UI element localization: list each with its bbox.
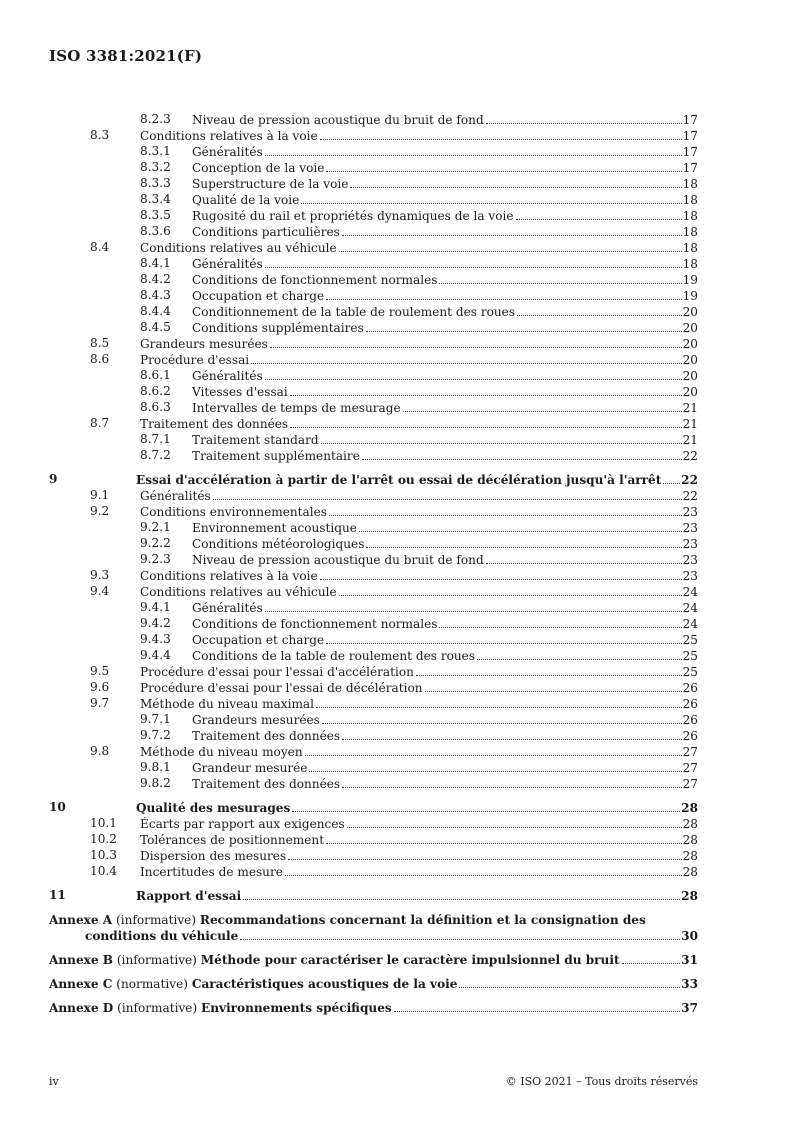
toc-section-number: 9.5 — [90, 664, 110, 678]
toc-section-title: Conditions supplémentaires — [192, 321, 364, 335]
leader-dots — [366, 331, 682, 332]
leader-dots — [213, 499, 682, 500]
leader-dots — [326, 171, 681, 172]
toc-section-number: 9.2.3 — [140, 552, 171, 566]
toc-section-title: Environnement acoustique — [192, 521, 357, 535]
toc-section-title: Grandeurs mesurées — [140, 337, 268, 351]
leader-dots — [342, 739, 681, 740]
toc-section-title: Généralités — [140, 489, 211, 503]
toc-entry[interactable] — [49, 816, 698, 832]
toc-entry[interactable] — [49, 128, 698, 144]
toc-entry[interactable] — [49, 600, 698, 616]
leader-dots — [288, 859, 681, 860]
annex-type: (normative) — [116, 977, 188, 991]
toc-section-title: Niveau de pression acoustique du bruit de fond — [192, 553, 484, 567]
leader-dots — [316, 707, 682, 708]
toc-page-number: 20 — [682, 353, 698, 367]
toc-entry[interactable] — [49, 696, 698, 712]
toc-entry[interactable] — [49, 504, 698, 520]
toc-section-title: Rapport d'essai — [136, 889, 242, 903]
toc-entry[interactable] — [49, 336, 698, 352]
leader-dots — [326, 843, 682, 844]
toc-section-title: Niveau de pression acoustique du bruit de fond — [192, 113, 484, 127]
toc-section-title: Conditions de fonctionnement normales — [192, 617, 438, 631]
leader-dots — [326, 643, 681, 644]
toc-annex-a[interactable] — [49, 912, 698, 944]
toc-section-number: 8.4.1 — [140, 256, 171, 270]
leader-dots — [320, 139, 682, 140]
toc-entry[interactable] — [49, 760, 698, 776]
toc-section-number: 10 — [49, 800, 66, 814]
toc-page-number: 18 — [682, 241, 698, 255]
leader-dots — [301, 203, 681, 204]
leader-dots — [663, 483, 680, 484]
toc-section-number: 8.3 — [90, 128, 110, 142]
toc-page-number: 27 — [682, 761, 698, 775]
annex-type: (informative) — [117, 1001, 198, 1015]
leader-dots — [321, 443, 682, 444]
toc-annex-c[interactable] — [49, 976, 698, 992]
toc-page-number: 33 — [681, 977, 698, 991]
toc-section-number: 8.4.2 — [140, 272, 171, 286]
toc-entry[interactable] — [49, 176, 698, 192]
toc-page-number: 24 — [682, 585, 698, 599]
toc-section-number: 9.4.3 — [140, 632, 171, 646]
toc-page-number: 27 — [682, 745, 698, 759]
toc-section-number: 8.5 — [90, 336, 110, 350]
toc-page-number: 20 — [682, 337, 698, 351]
toc-section-title: Conditions environnementales — [140, 505, 327, 519]
toc-page-number: 28 — [682, 849, 698, 863]
toc-section-title: Traitement des données — [140, 417, 289, 431]
toc-entry[interactable] — [49, 256, 698, 272]
leader-dots — [517, 315, 682, 316]
toc-section-number: 9.6 — [90, 680, 110, 694]
toc-page-number: 20 — [682, 385, 698, 399]
leader-dots — [439, 627, 681, 628]
toc-page-number: 28 — [681, 889, 698, 903]
toc-entry[interactable] — [49, 632, 698, 648]
leader-dots — [290, 395, 682, 396]
leader-dots — [622, 963, 681, 964]
annex-title: Caractéristiques acoustiques de la voie — [191, 977, 458, 991]
leader-dots — [251, 363, 681, 364]
toc-page-number: 23 — [682, 521, 698, 535]
toc-section-number: 9.4 — [90, 584, 110, 598]
toc-section-number: 10.3 — [90, 848, 117, 862]
toc-section-number: 8.4.5 — [140, 320, 171, 334]
toc-section-title: Écarts par rapport aux exigences — [140, 817, 345, 831]
toc-section-number: 9.2 — [90, 504, 110, 518]
toc-section-number: 8.6 — [90, 352, 110, 366]
annex-title: Méthode pour caractériser le caractère impulsionnel du bruit — [200, 953, 620, 967]
toc-entry[interactable] — [49, 888, 698, 904]
toc-entry[interactable] — [49, 304, 698, 320]
annex-label: Annexe C — [49, 977, 113, 991]
toc-section-title: Intervalles de temps de mesurage — [192, 401, 401, 415]
toc-page-number: 23 — [682, 553, 698, 567]
leader-dots — [339, 251, 682, 252]
leader-dots — [394, 1011, 680, 1012]
toc-section-number: 8.4 — [90, 240, 110, 254]
toc-section-title: Généralités — [192, 601, 263, 615]
toc-entry[interactable] — [49, 776, 698, 792]
toc-section-number: 9.7 — [90, 696, 110, 710]
annex-title: Environnements spécifiques — [201, 1001, 392, 1015]
leader-dots — [425, 691, 682, 692]
toc-entry[interactable] — [49, 832, 698, 848]
toc-page-number: 24 — [682, 617, 698, 631]
toc-section-number: 8.7.2 — [140, 448, 171, 462]
toc-section-number: 8.6.3 — [140, 400, 171, 414]
leader-dots — [265, 611, 682, 612]
toc-entry[interactable] — [49, 272, 698, 288]
toc-section-number: 9.4.1 — [140, 600, 171, 614]
document-id: ISO 3381:2021(F) — [49, 47, 203, 65]
annex-type: (informative) — [116, 953, 197, 967]
leader-dots — [309, 771, 681, 772]
toc-section-number: 8.3.6 — [140, 224, 171, 238]
toc-section-number: 10.1 — [90, 816, 117, 830]
toc-entry[interactable] — [49, 680, 698, 696]
toc-section-title: Conditions de fonctionnement normales — [192, 273, 438, 287]
toc-entry[interactable] — [49, 520, 698, 536]
toc-section-number: 8.3.5 — [140, 208, 171, 222]
page-number: iv — [49, 1075, 59, 1088]
leader-dots — [265, 155, 682, 156]
toc-page-number: 22 — [682, 449, 698, 463]
toc-entry[interactable] — [49, 664, 698, 680]
toc-section-title: Conception de la voie — [192, 161, 325, 175]
toc-section-number: 8.3.2 — [140, 160, 171, 174]
leader-dots — [285, 875, 682, 876]
toc-section-number: 9.2.1 — [140, 520, 171, 534]
annex-type: (informative) — [116, 913, 197, 927]
toc-entry[interactable] — [49, 416, 698, 432]
copyright-notice: © ISO 2021 – Tous droits réservés — [505, 1075, 698, 1088]
leader-dots — [320, 579, 682, 580]
annex-label: Annexe A — [49, 913, 113, 927]
page-footer — [49, 1075, 698, 1088]
toc-page-number: 23 — [682, 537, 698, 551]
toc-section-title: Procédure d'essai pour l'essai de décélération — [140, 681, 423, 695]
leader-dots — [516, 219, 682, 220]
toc-page-number: 28 — [682, 833, 698, 847]
leader-dots — [240, 939, 680, 940]
toc-section-number: 9.7.1 — [140, 712, 171, 726]
toc-page-number: 18 — [682, 257, 698, 271]
toc-section-title: Méthode du niveau maximal — [140, 697, 314, 711]
leader-dots — [486, 123, 682, 124]
leader-dots — [342, 235, 682, 236]
toc-page-number: 18 — [682, 177, 698, 191]
leader-dots — [292, 811, 680, 812]
annex-title-cont: conditions du véhicule — [85, 929, 239, 943]
leader-dots — [459, 987, 680, 988]
toc-section-title: Vitesses d'essai — [192, 385, 288, 399]
leader-dots — [265, 379, 682, 380]
toc-entry[interactable] — [49, 432, 698, 448]
leader-dots — [350, 187, 681, 188]
table-of-contents — [49, 112, 698, 1016]
toc-section-number: 8.6.1 — [140, 368, 171, 382]
toc-section-title: Procédure d'essai pour l'essai d'accélération — [140, 665, 414, 679]
toc-entry[interactable] — [49, 240, 698, 256]
toc-page-number: 18 — [682, 193, 698, 207]
leader-dots — [322, 723, 682, 724]
toc-section-number: 10.2 — [90, 832, 117, 846]
toc-section-number: 9 — [49, 472, 58, 486]
toc-annex-d[interactable] — [49, 1000, 698, 1016]
toc-page-number: 20 — [682, 305, 698, 319]
toc-entry[interactable] — [49, 848, 698, 864]
toc-entry[interactable] — [49, 352, 698, 368]
toc-page-number: 23 — [682, 505, 698, 519]
leader-dots — [362, 459, 682, 460]
toc-section-title: Grandeur mesurée — [192, 761, 308, 775]
leader-dots — [326, 299, 681, 300]
toc-section-title: Conditions de la table de roulement des roues — [192, 649, 476, 663]
toc-section-number: 9.8.2 — [140, 776, 171, 790]
annex-label: Annexe D — [49, 1001, 114, 1015]
toc-section-title: Conditions relatives au véhicule — [140, 585, 337, 599]
toc-page-number: 17 — [682, 113, 698, 127]
toc-page-number: 25 — [682, 649, 698, 663]
toc-page-number: 26 — [682, 697, 698, 711]
leader-dots — [486, 563, 682, 564]
toc-section-title: Conditions relatives à la voie — [140, 569, 318, 583]
toc-page-number: 17 — [682, 161, 698, 175]
toc-section-number: 8.7 — [90, 416, 110, 430]
toc-section-title: Occupation et charge — [192, 633, 325, 647]
toc-section-title: Conditions relatives à la voie — [140, 129, 318, 143]
toc-page-number: 28 — [681, 801, 698, 815]
toc-page-number: 28 — [682, 817, 698, 831]
toc-entry[interactable] — [49, 864, 698, 880]
toc-section-title: Qualité des mesurages — [136, 801, 291, 815]
toc-page-number: 26 — [682, 713, 698, 727]
toc-page-number: 28 — [682, 865, 698, 879]
toc-section-number: 8.3.4 — [140, 192, 171, 206]
toc-entry[interactable] — [49, 568, 698, 584]
toc-entry[interactable] — [49, 616, 698, 632]
toc-page-number: 19 — [682, 273, 698, 287]
toc-section-title: Conditions relatives au véhicule — [140, 241, 337, 255]
toc-section-number: 8.2.3 — [140, 112, 171, 126]
toc-section-title: Qualité de la voie — [192, 193, 300, 207]
toc-section-number: 8.3.1 — [140, 144, 171, 158]
toc-page-number: 18 — [682, 209, 698, 223]
toc-entry[interactable] — [49, 744, 698, 760]
toc-entry[interactable] — [49, 800, 698, 816]
toc-section-title: Généralités — [192, 369, 263, 383]
toc-entry[interactable] — [49, 112, 698, 128]
toc-entry[interactable] — [49, 552, 698, 568]
toc-page-number: 21 — [682, 417, 698, 431]
toc-section-title: Rugosité du rail et propriétés dynamiques de la voie — [192, 209, 514, 223]
leader-dots — [270, 347, 682, 348]
toc-entry[interactable] — [49, 472, 698, 488]
toc-page-number: 30 — [681, 929, 698, 943]
toc-section-number: 8.3.3 — [140, 176, 171, 190]
toc-section-title: Superstructure de la voie — [192, 177, 349, 191]
toc-section-number: 9.4.2 — [140, 616, 171, 630]
annex-label: Annexe B — [49, 953, 114, 967]
leader-dots — [366, 547, 681, 548]
toc-section-title: Traitement des données — [192, 777, 341, 791]
toc-page-number: 26 — [682, 681, 698, 695]
toc-page-number: 37 — [681, 1001, 698, 1015]
toc-page-number: 17 — [682, 129, 698, 143]
toc-page-number: 17 — [682, 145, 698, 159]
leader-dots — [347, 827, 682, 828]
leader-dots — [403, 411, 682, 412]
toc-section-number: 9.7.2 — [140, 728, 171, 742]
toc-section-number: 8.4.3 — [140, 288, 171, 302]
toc-page-number: 26 — [682, 729, 698, 743]
toc-entry[interactable] — [49, 488, 698, 504]
leader-dots — [342, 787, 681, 788]
toc-entry[interactable] — [49, 536, 698, 552]
toc-page-number: 25 — [682, 633, 698, 647]
toc-section-number: 9.2.2 — [140, 536, 171, 550]
toc-section-title: Généralités — [192, 145, 263, 159]
toc-section-number: 8.4.4 — [140, 304, 171, 318]
leader-dots — [439, 283, 681, 284]
leader-dots — [329, 515, 682, 516]
toc-section-number: 10.4 — [90, 864, 117, 878]
toc-entry[interactable] — [49, 224, 698, 240]
leader-dots — [477, 659, 682, 660]
toc-entry[interactable] — [49, 144, 698, 160]
toc-section-title: Traitement supplémentaire — [192, 449, 360, 463]
toc-page-number: 22 — [681, 473, 698, 487]
leader-dots — [359, 531, 682, 532]
leader-dots — [305, 755, 682, 756]
toc-page-number: 20 — [682, 321, 698, 335]
toc-entry[interactable] — [49, 584, 698, 600]
toc-page-number: 22 — [682, 489, 698, 503]
toc-section-title: Conditions particulières — [192, 225, 340, 239]
toc-section-title: Occupation et charge — [192, 289, 325, 303]
toc-page-number: 25 — [682, 665, 698, 679]
toc-page-number: 24 — [682, 601, 698, 615]
toc-entry[interactable] — [49, 712, 698, 728]
toc-entry[interactable] — [49, 400, 698, 416]
toc-section-number: 9.8 — [90, 744, 110, 758]
toc-section-number: 9.3 — [90, 568, 110, 582]
toc-section-title: Essai d'accélération à partir de l'arrêt ou essai de décélération jusqu'à l'arrêt — [136, 473, 662, 487]
toc-page-number: 21 — [682, 433, 698, 447]
toc-section-number: 8.7.1 — [140, 432, 171, 446]
leader-dots — [265, 267, 682, 268]
toc-section-title: Conditions météorologiques — [192, 537, 365, 551]
toc-section-title: Conditionnement de la table de roulement des roues — [192, 305, 516, 319]
toc-page-number: 21 — [682, 401, 698, 415]
toc-page-number: 20 — [682, 369, 698, 383]
toc-entry[interactable] — [49, 384, 698, 400]
toc-entry[interactable] — [49, 288, 698, 304]
toc-section-title: Incertitudes de mesure — [140, 865, 283, 879]
toc-page-number: 31 — [681, 953, 698, 967]
leader-dots — [290, 427, 681, 428]
toc-entry[interactable] — [49, 208, 698, 224]
toc-section-title: Tolérances de positionnement — [140, 833, 325, 847]
toc-annex-b[interactable] — [49, 952, 698, 968]
toc-entry[interactable] — [49, 192, 698, 208]
toc-entries — [49, 112, 698, 904]
toc-entry[interactable] — [49, 728, 698, 744]
annex-title: Recommandations concernant la définition et la consignation des — [199, 913, 646, 927]
toc-section-number: 9.4.4 — [140, 648, 171, 662]
leader-dots — [243, 899, 680, 900]
toc-entry[interactable] — [49, 368, 698, 384]
toc-page-number: 18 — [682, 225, 698, 239]
toc-section-title: Méthode du niveau moyen — [140, 745, 303, 759]
toc-section-title: Procédure d'essai — [140, 353, 250, 367]
toc-entry[interactable] — [49, 448, 698, 464]
toc-section-title: Généralités — [192, 257, 263, 271]
toc-page-number: 19 — [682, 289, 698, 303]
toc-entry[interactable] — [49, 160, 698, 176]
toc-section-number: 11 — [49, 888, 66, 902]
toc-page-number: 27 — [682, 777, 698, 791]
toc-section-title: Grandeurs mesurées — [192, 713, 320, 727]
toc-section-title: Traitement des données — [192, 729, 341, 743]
toc-entry[interactable] — [49, 320, 698, 336]
toc-section-number: 9.1 — [90, 488, 110, 502]
toc-entry[interactable] — [49, 648, 698, 664]
toc-section-number: 9.8.1 — [140, 760, 171, 774]
toc-page-number: 23 — [682, 569, 698, 583]
leader-dots — [416, 675, 682, 676]
toc-section-title: Traitement standard — [192, 433, 319, 447]
leader-dots — [339, 595, 682, 596]
toc-section-number: 8.6.2 — [140, 384, 171, 398]
toc-section-title: Dispersion des mesures — [140, 849, 287, 863]
